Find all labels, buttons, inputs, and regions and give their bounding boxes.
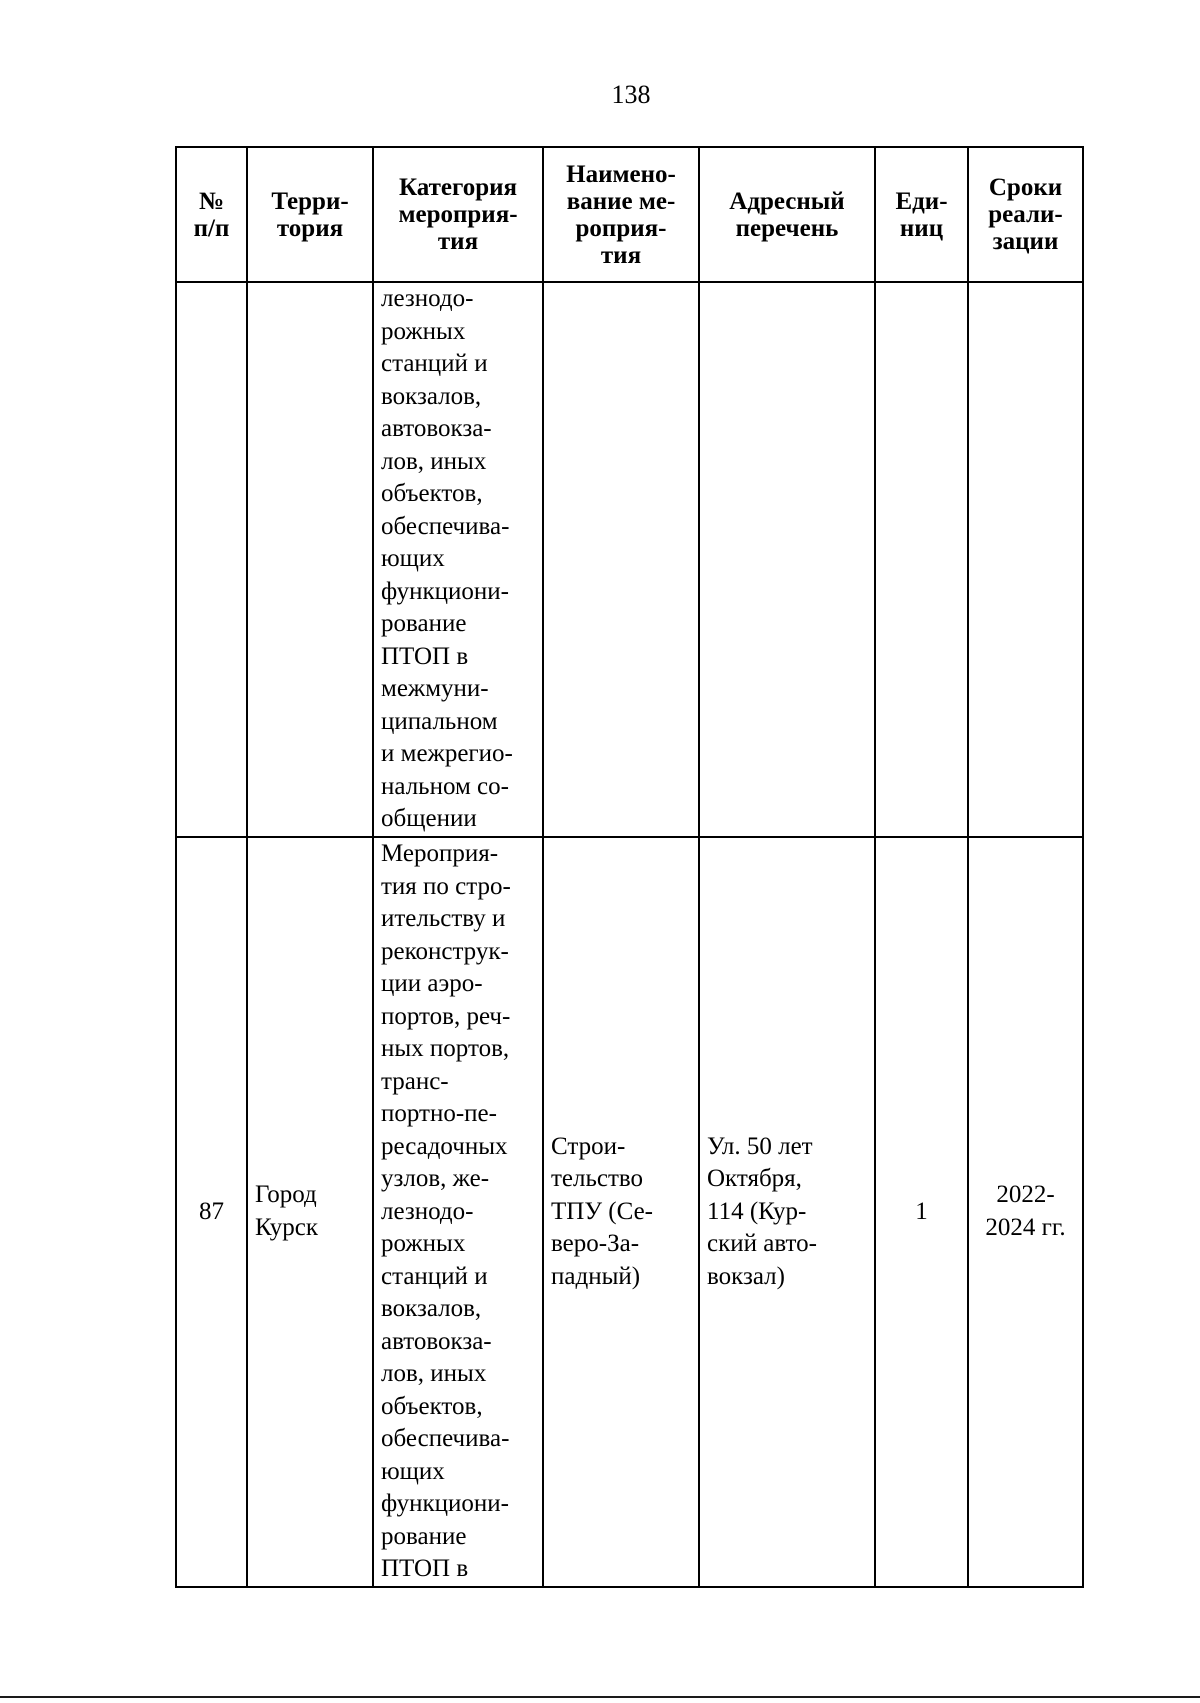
cont-units-cell [875,282,968,837]
header-dates: Сроки реали- зации [968,147,1083,282]
scan-edge-line [0,1696,1200,1698]
page-number: 138 [611,80,651,109]
row-event-name-cell: Строи- тельство ТПУ (Се- веро-За- падный) [543,837,699,1587]
measures-table [175,146,1084,1588]
cont-territory-cell [247,282,373,837]
row-category-cell: Мероприя- тия по стро- ительству и реконструк- ции аэро- портов, реч- ных портов, транс- портно-пе- ресадочных узлов, же- лезнодо- рожных станций и вокзалов, автовокза- лов, иных объектов, обеспечива- ющих функциони- рование ПТОП в [373,837,543,1587]
header-address: Адресный перечень [699,147,875,282]
row-number-cell: 87 [176,837,247,1587]
header-number: № п/п [176,147,247,282]
header-event-name: Наимено- вание ме- роприя- тия [543,147,699,282]
row-dates-cell: 2022- 2024 гг. [968,837,1083,1587]
cont-number-cell [176,282,247,837]
header-category: Категория мероприя- тия [373,147,543,282]
table-row-continuation [176,282,1083,837]
header-units: Еди- ниц [875,147,968,282]
row-territory-cell: Город Курск [247,837,373,1587]
header-territory: Терри- тория [247,147,373,282]
row-units-cell: 1 [875,837,968,1587]
cont-dates-cell [968,282,1083,837]
table-row-87 [176,837,1083,1587]
cont-category-cell: лезнодо- рожных станций и вокзалов, автовокза- лов, иных объектов, обеспечива- ющих функциони- рование ПТОП в межмуни- ципальном и межрегио- нальном со- общении [373,282,543,837]
cont-event-name-cell [543,282,699,837]
row-address-cell: Ул. 50 лет Октября, 114 (Кур- ский авто- вокзал) [699,837,875,1587]
cont-address-cell [699,282,875,837]
table-header-row [176,147,1083,282]
